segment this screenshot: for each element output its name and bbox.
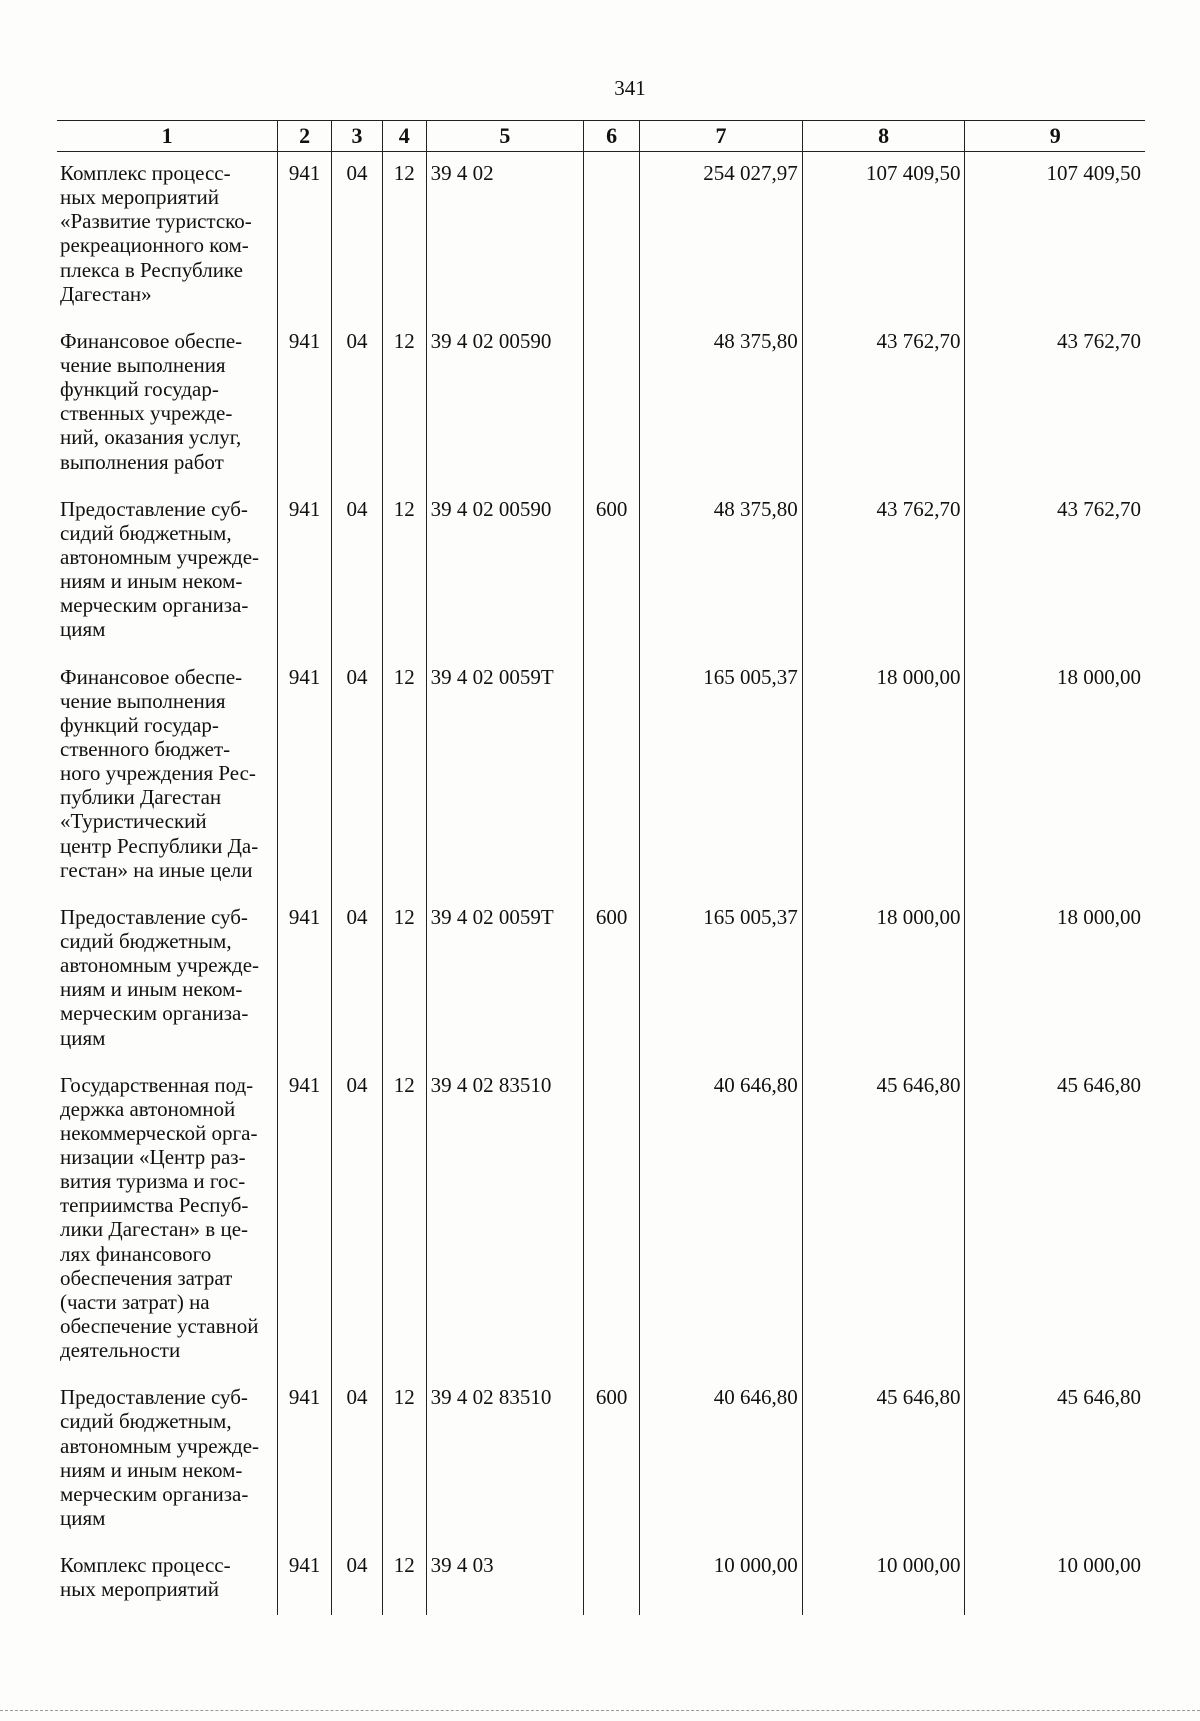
- name-line: мерческим организа-: [60, 1481, 249, 1506]
- page-number: 341: [614, 76, 646, 100]
- cell-name: [57, 488, 278, 656]
- cell-code-5: 39 4 03: [426, 1544, 584, 1615]
- name-line: сидий бюджетным,: [60, 928, 232, 953]
- cell-code-5: 39 4 02 83510: [426, 1376, 584, 1544]
- cell-code-6: [584, 1064, 640, 1377]
- name-line: мерческим организа-: [60, 1001, 249, 1026]
- name-line: ного учреждения Рес-: [60, 761, 256, 786]
- name-line: ниям и иным неком-: [60, 1457, 243, 1482]
- cell-code-4: 12: [382, 1064, 426, 1377]
- cell-code-3: 04: [332, 896, 383, 1064]
- column-header-6: 6: [584, 121, 640, 152]
- column-header-8: 8: [802, 121, 965, 152]
- cell-amount-9: 107 409,50: [965, 152, 1145, 320]
- name-line: ных мероприятий: [60, 1577, 219, 1602]
- cell-amount-8: 18 000,00: [802, 896, 965, 1064]
- cell-amount-8: 18 000,00: [802, 656, 965, 896]
- name-line: гестан» на иные цели: [60, 857, 253, 882]
- bottom-rule: [0, 1710, 1200, 1711]
- cell-code-3: 04: [332, 1544, 383, 1615]
- cell-code-3: 04: [332, 656, 383, 896]
- cell-code-4: 12: [382, 152, 426, 320]
- name-line: ний, оказания услуг,: [60, 425, 242, 450]
- column-header-7: 7: [640, 121, 803, 152]
- cell-code-3: 04: [332, 152, 383, 320]
- column-header-3: 3: [332, 121, 383, 152]
- name-line: теприимства Респуб-: [60, 1193, 249, 1218]
- table-row: [57, 152, 1145, 320]
- cell-code-6: [584, 152, 640, 320]
- column-header-2: 2: [278, 121, 332, 152]
- name-line: обеспечения затрат: [60, 1265, 233, 1290]
- name-line: циям: [60, 617, 106, 642]
- cell-amount-8: 10 000,00: [802, 1544, 965, 1615]
- cell-name: [57, 896, 278, 1064]
- table-row: [57, 488, 1145, 656]
- cell-code-3: 04: [332, 320, 383, 488]
- budget-table: [57, 120, 1145, 1615]
- cell-code-5: 39 4 02: [426, 152, 584, 320]
- cell-amount-7: 40 646,80: [640, 1064, 803, 1377]
- cell-code-5: 39 4 02 83510: [426, 1064, 584, 1377]
- cell-name: [57, 320, 278, 488]
- cell-code-2: 941: [278, 1376, 332, 1544]
- name-line: функций государ-: [60, 712, 219, 737]
- cell-code-5: 39 4 02 00590: [426, 320, 584, 488]
- name-line: Государственная под-: [60, 1072, 254, 1097]
- name-line: публики Дагестан: [60, 785, 222, 810]
- name-line: лики Дагестан» в це-: [60, 1217, 249, 1242]
- name-line: (части затрат) на: [60, 1289, 210, 1314]
- name-line: ственных учрежде-: [60, 401, 233, 426]
- cell-code-6: [584, 1544, 640, 1615]
- name-line: ных мероприятий: [60, 185, 219, 210]
- name-line: лях финансового: [60, 1241, 212, 1266]
- name-line: некоммерческой орга-: [60, 1120, 258, 1145]
- name-line: чение выполнения: [60, 688, 226, 713]
- cell-amount-9: 45 646,80: [965, 1376, 1145, 1544]
- name-line: центр Республики Да-: [60, 833, 259, 858]
- cell-name: [57, 656, 278, 896]
- name-line: автономным учрежде-: [60, 1433, 260, 1458]
- name-line: Предоставление суб-: [60, 496, 248, 521]
- name-line: ственного бюджет-: [60, 736, 231, 761]
- cell-amount-7: 165 005,37: [640, 896, 803, 1064]
- cell-amount-9: 43 762,70: [965, 488, 1145, 656]
- name-line: низации «Центр раз-: [60, 1145, 246, 1170]
- column-header-9: 9: [965, 121, 1145, 152]
- cell-name: [57, 152, 278, 320]
- table-row: [57, 1544, 1145, 1615]
- name-line: рекреационного ком-: [60, 233, 249, 258]
- name-line: вития туризма и гос-: [60, 1169, 246, 1194]
- cell-code-6: 600: [584, 488, 640, 656]
- name-line: «Развитие туристско-: [60, 209, 252, 234]
- column-header-5: 5: [426, 121, 584, 152]
- cell-code-6: [584, 656, 640, 896]
- cell-name: [57, 1376, 278, 1544]
- cell-code-4: 12: [382, 1544, 426, 1615]
- cell-amount-9: 18 000,00: [965, 656, 1145, 896]
- cell-amount-9: 18 000,00: [965, 896, 1145, 1064]
- name-line: обеспечение уставной: [60, 1314, 259, 1339]
- cell-amount-8: 43 762,70: [802, 320, 965, 488]
- table-row: [57, 656, 1145, 896]
- name-line: циям: [60, 1506, 106, 1531]
- table-row: [57, 1064, 1145, 1377]
- cell-code-2: 941: [278, 896, 332, 1064]
- name-line: ниям и иным неком-: [60, 569, 243, 594]
- cell-amount-7: 254 027,97: [640, 152, 803, 320]
- cell-amount-8: 45 646,80: [802, 1064, 965, 1377]
- table-row: [57, 1376, 1145, 1544]
- name-line: деятельности: [60, 1338, 181, 1363]
- cell-code-2: 941: [278, 1064, 332, 1377]
- name-line: сидий бюджетным,: [60, 1409, 232, 1434]
- cell-code-4: 12: [382, 320, 426, 488]
- name-line: Финансовое обеспе-: [60, 664, 243, 689]
- table-row: [57, 896, 1145, 1064]
- name-line: Предоставление суб-: [60, 1385, 248, 1410]
- cell-amount-7: 165 005,37: [640, 656, 803, 896]
- cell-amount-9: 10 000,00: [965, 1544, 1145, 1615]
- column-header-4: 4: [382, 121, 426, 152]
- name-line: автономным учрежде-: [60, 953, 260, 978]
- name-line: держка автономной: [60, 1096, 236, 1121]
- cell-amount-7: 48 375,80: [640, 320, 803, 488]
- cell-code-2: 941: [278, 1544, 332, 1615]
- column-header-1: 1: [57, 121, 278, 152]
- cell-amount-9: 45 646,80: [965, 1064, 1145, 1377]
- cell-code-2: 941: [278, 656, 332, 896]
- name-line: сидий бюджетным,: [60, 520, 232, 545]
- name-line: Комплекс процесс-: [60, 161, 231, 185]
- name-line: выполнения работ: [60, 449, 224, 474]
- cell-code-5: 39 4 02 0059Т: [426, 656, 584, 896]
- cell-code-5: 39 4 02 0059Т: [426, 896, 584, 1064]
- cell-code-4: 12: [382, 1376, 426, 1544]
- cell-code-6: 600: [584, 1376, 640, 1544]
- name-line: Комплекс процесс-: [60, 1553, 231, 1578]
- cell-amount-7: 10 000,00: [640, 1544, 803, 1615]
- cell-amount-7: 48 375,80: [640, 488, 803, 656]
- name-line: автономным учрежде-: [60, 544, 260, 569]
- cell-amount-7: 40 646,80: [640, 1376, 803, 1544]
- name-line: циям: [60, 1025, 106, 1050]
- table-header-row: [57, 121, 1145, 152]
- name-line: функций государ-: [60, 377, 219, 402]
- name-line: Предоставление суб-: [60, 904, 248, 929]
- name-line: Дагестан»: [60, 281, 152, 306]
- name-line: чение выполнения: [60, 352, 226, 377]
- name-line: ниям и иным неком-: [60, 977, 243, 1002]
- cell-code-6: 600: [584, 896, 640, 1064]
- table-body: [57, 152, 1145, 1616]
- cell-amount-8: 107 409,50: [802, 152, 965, 320]
- cell-name: [57, 1064, 278, 1377]
- name-line: «Туристический: [60, 809, 207, 834]
- cell-amount-9: 43 762,70: [965, 320, 1145, 488]
- cell-code-4: 12: [382, 656, 426, 896]
- cell-code-5: 39 4 02 00590: [426, 488, 584, 656]
- name-line: Финансовое обеспе-: [60, 328, 243, 353]
- cell-code-2: 941: [278, 488, 332, 656]
- cell-code-3: 04: [332, 488, 383, 656]
- cell-amount-8: 45 646,80: [802, 1376, 965, 1544]
- cell-code-6: [584, 320, 640, 488]
- cell-code-4: 12: [382, 896, 426, 1064]
- cell-code-2: 941: [278, 152, 332, 320]
- cell-code-3: 04: [332, 1064, 383, 1377]
- cell-code-4: 12: [382, 488, 426, 656]
- cell-code-3: 04: [332, 1376, 383, 1544]
- cell-name: [57, 1544, 278, 1615]
- cell-code-2: 941: [278, 320, 332, 488]
- table-row: [57, 320, 1145, 488]
- name-line: плекса в Республике: [60, 257, 243, 282]
- name-line: мерческим организа-: [60, 593, 249, 618]
- cell-amount-8: 43 762,70: [802, 488, 965, 656]
